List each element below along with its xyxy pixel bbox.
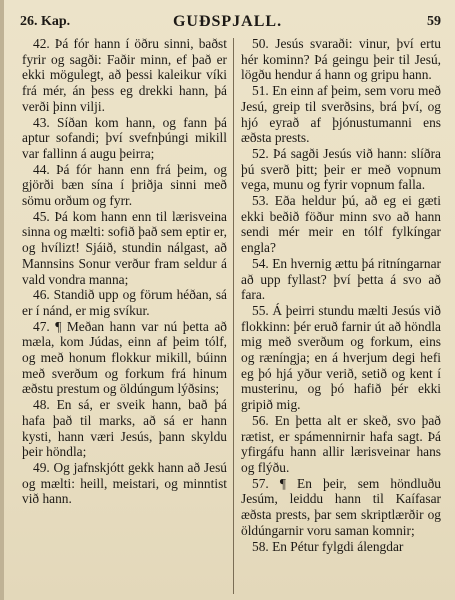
verse-42: 42. Þá fór hann í öðru sinni, baðst fyrir og sagði: Faðir minn, ef það er ekki mögulegt, að þessi kaleikur víki frá mér, án þess eg drekki hann, þá verði þinn vilji. (22, 36, 227, 114)
verse-52: 52. Þá sagði Jesús við hann: slíðra þú sverð þitt; þeir er með vopnum vega, munu og fyrir vopnum falla. (241, 145, 441, 193)
verse-58: 58. En Pétur fylgdi álengdar (252, 538, 404, 554)
verse-45: 45. Þá kom hann enn til lærisveina sinna og mælti: sofið það sem eptir er, og hvílizt! Sjáið, stundin nálgast, að Mannsins Sonur verður fram seldur á vald vondra manna; (22, 208, 227, 287)
page-edge-left (0, 0, 4, 600)
verse-54: 54. En hvernig ættu þá ritníngarnar að upp fyllast? því þetta á svo að fara. (241, 255, 441, 303)
verse-56: 56. En þetta alt er skeð, svo það rætist, er spámennirnir hafa sagt. Þá yfirgáfu hann allir lærisveinar hans og flýðu. (241, 412, 441, 475)
verse-55: 55. Á þeirri stundu mælti Jesús við flokkinn: þér eruð farnir út að höndla mig með sverðum og forkum, eins og ræníngja; en á hverjum degi hefi eg þó hjá yður verið, setið og kent í musterinu, og þó hafið þér ekki gripið mig. (241, 302, 441, 413)
column-divider (233, 38, 234, 594)
verse-49: 49. Og jafnskjótt gekk hann að Jesú og mælti: heill, meistari, og minntist við hann. (22, 459, 227, 507)
right-column (241, 36, 441, 554)
running-header (14, 12, 441, 34)
verse-48: 48. En sá, er sveik hann, bað þá hafa það til marks, að sá er hann kysti, hann væri Jesús, þann skyldu þeir höndla; (22, 397, 227, 460)
verse-53: 53. Eða heldur þú, að eg ei gæti ekki beðið föður minn svo að hann sendi mér meir en tólf fylkíngar engla? (241, 193, 441, 256)
verse-47: 47. ¶ Meðan hann var nú þetta að mæla, kom Júdas, einn af þeim tólf, og með honum flokkur mikill, búinn með sverðum og forkum frá hinum æðstu prestum og öldúngum lýðsins; (22, 318, 227, 397)
verse-57: 57. ¶ En þeir, sem höndluðu Jesúm, leiddu hann til Kaífasar æðsta prests, þar sem skriptlærðir og öldúngarnir voru saman komnir; (241, 475, 441, 538)
chapter-label: 26. Kap. (20, 14, 71, 29)
book-title: GUÐSPJALL. (172, 13, 283, 30)
verse-51: 51. En einn af þeim, sem voru með Jesú, greip til sverðsins, brá því, og hjó eyrað af þjónustumanni ens æðsta prests. (241, 83, 441, 146)
verse-44: 44. Þá fór hann enn frá þeim, og gjörði bæn sína í þriðja sinni með sömu orðum og fyrr. (22, 161, 227, 209)
left-column (22, 36, 227, 507)
verse-46: 46. Standið upp og förum héðan, sá er í nánd, er mig svíkur. (22, 287, 227, 318)
page-number: 59 (427, 14, 441, 29)
verse-43: 43. Síðan kom hann, og fann þá aptur sofandi; því svefnþúngi mikill var fallinn á augu þeirra; (22, 114, 227, 161)
verse-50: 50. Jesús svaraði: vinur, því ertu hér kominn? Þá geingu þeir til Jesú, lögðu hendur á hann og gripu hann. (241, 36, 441, 83)
